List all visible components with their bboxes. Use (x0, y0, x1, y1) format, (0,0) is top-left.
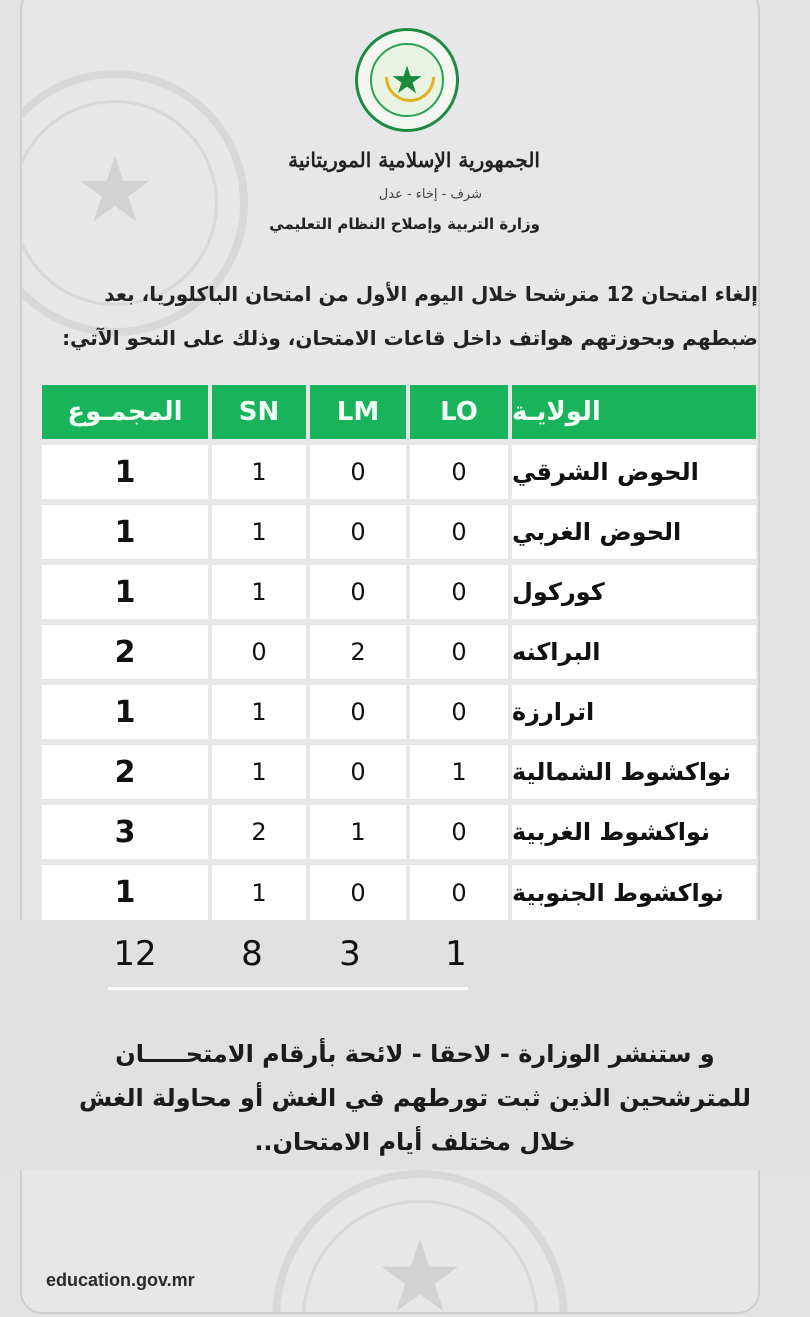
sum-underline (108, 932, 468, 990)
ministry-name: وزارة التربية وإصلاح النظام التعليمي (269, 215, 540, 233)
header-wilaya: الولايـة (512, 385, 756, 439)
row-wilaya: الحوض الغربي (512, 518, 682, 546)
table-row (42, 805, 756, 859)
row-wilaya: كوركول (512, 578, 605, 606)
row-wilaya: البراكنه (512, 638, 601, 666)
row-wilaya: نواكشوط الجنوبية (512, 878, 724, 907)
website-link[interactable]: education.gov.mr (46, 1270, 195, 1290)
intro-line-1: إلغاء امتحان 12 مترشحا خلال اليوم الأول من امتحان الباكلوريا، بعد (104, 282, 758, 306)
row-lo: 0 (451, 578, 467, 606)
row-total: 3 (114, 814, 136, 850)
row-sn: 1 (251, 578, 267, 606)
table-row (42, 625, 756, 679)
row-sn: 1 (251, 878, 267, 907)
table-row (42, 565, 756, 619)
intro-text (40, 272, 758, 360)
row-total: 1 (114, 574, 136, 610)
note-line-3: خلال مختلف أيام الامتحان.. (254, 1128, 576, 1156)
table-row (42, 505, 756, 559)
sum-sn: 8 (241, 934, 263, 974)
sum-lm: 3 (339, 934, 361, 974)
republic-name: الجمهورية الإسلامية الموريتانية (288, 148, 540, 172)
row-wilaya: اترارزة (512, 698, 595, 726)
note-line-1: و ستنشر الوزارة - لاحقا - لائحة بأرقام الامتحـــــان (115, 1040, 715, 1068)
row-lo: 0 (451, 818, 467, 846)
state-emblem-icon (355, 28, 459, 132)
row-lm: 0 (350, 578, 366, 606)
row-lm: 0 (350, 758, 366, 786)
watermark-seal-bottom: ★ (272, 1170, 568, 1314)
watermark-seal-left: ★ (20, 70, 248, 336)
header-total: المجمـوع (42, 385, 208, 439)
row-sn: 2 (251, 818, 267, 846)
header-lm: LM (310, 385, 406, 439)
row-sn: 1 (251, 698, 267, 726)
row-sn: 1 (251, 458, 267, 486)
table-row (42, 445, 756, 499)
table-row (42, 865, 756, 920)
row-lm: 0 (350, 458, 366, 486)
note-line-2: للمترشحين الذين ثبت تورطهم في الغش أو محاولة الغش (78, 1084, 752, 1112)
row-lm: 0 (350, 698, 366, 726)
row-lo: 0 (451, 518, 467, 546)
row-sn: 1 (251, 758, 267, 786)
row-total: 1 (114, 514, 136, 550)
table-header (42, 385, 756, 439)
row-lm: 0 (350, 878, 366, 907)
star-icon: ★ (389, 58, 425, 102)
row-total: 1 (114, 694, 136, 730)
header-lo: LO (410, 385, 508, 439)
sum-lo: 1 (445, 934, 467, 974)
table-row (42, 745, 756, 799)
row-total: 1 (114, 454, 136, 490)
closing-note (60, 1032, 770, 1164)
header-sn: SN (212, 385, 306, 439)
row-lo: 0 (451, 638, 467, 666)
row-total: 2 (114, 634, 136, 670)
row-lm: 2 (350, 638, 366, 666)
row-total: 2 (114, 754, 136, 790)
intro-line-2: ضبطهم وبحوزتهم هواتف داخل قاعات الامتحان، وذلك على النحو الآتي: (62, 326, 758, 350)
sum-total: 12 (113, 934, 157, 974)
row-lo: 0 (451, 878, 467, 907)
row-lm: 0 (350, 518, 366, 546)
row-total: 1 (114, 875, 136, 910)
row-wilaya: نواكشوط الغربية (512, 818, 711, 846)
row-lm: 1 (350, 818, 366, 846)
row-lo: 0 (451, 458, 467, 486)
row-wilaya: نواكشوط الشمالية (512, 758, 732, 786)
national-motto: شرف - إخاء - عدل (378, 187, 482, 202)
row-sn: 0 (251, 638, 267, 666)
row-lo: 1 (451, 758, 467, 786)
row-sn: 1 (251, 518, 267, 546)
row-wilaya: الحوض الشرقي (512, 458, 699, 486)
row-lo: 0 (451, 698, 467, 726)
table-row (42, 685, 756, 739)
